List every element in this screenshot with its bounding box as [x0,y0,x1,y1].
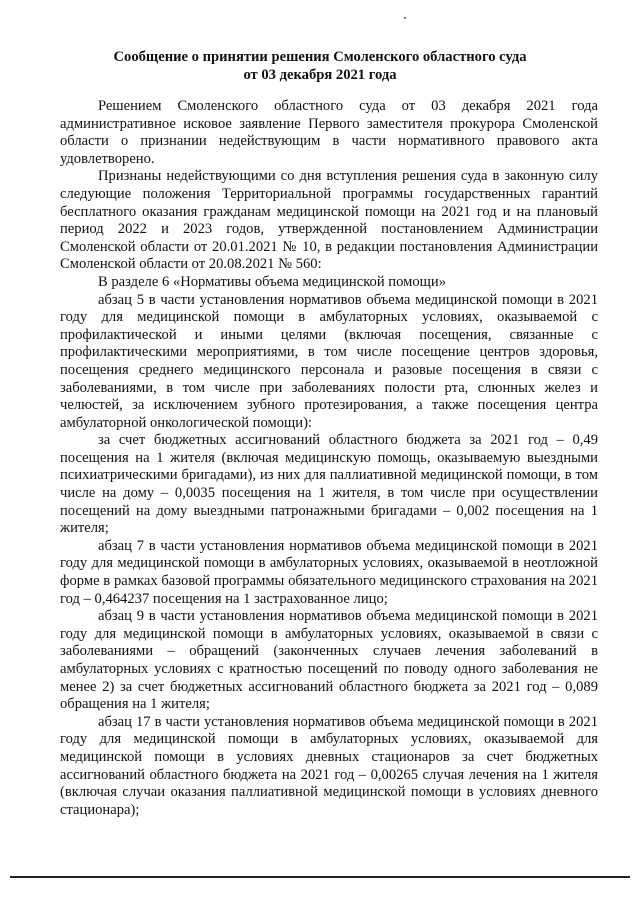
paragraph-invalidated: Признаны недействующими со дня вступления решения суда в законную силу следующие положения Территориальной программы государственных гарантий бесплатного оказания гражданам медицинской помощи на 2021 год и на плановый период 2022 и 2023 годов, утвержденной постановлением Администрации Смоленской области от 20.01.2021 № 10, в редакции постановления Администрации Смоленской области от 20.08.2021 № 560: [60,168,598,273]
title-line-1: Сообщение о принятии решения Смоленского областного суда [113,49,527,65]
paragraph-decision: Решением Смоленского областного суда от 03 декабря 2021 года административное исковое заявление Первого заместителя прокурора Смоленской области о признании недействующим в части нормативного правового акта удовлетворено. [60,98,598,167]
document-title [0,48,640,84]
paragraph-abzac-17: абзац 17 в части установления нормативов объема медицинской помощи в 2021 году для медицинской помощи в амбулаторных условиях, оказываемой для медицинской помощи в условиях дневных стационаров за счет бюджетных ассигнований областного бюджета на 2021 год – 0,00265 случая лечения на 1 жителя (включая случаи оказания паллиативной медицинской помощи в условиях дневного стационара); [60,713,598,818]
paragraph-abzac-9: абзац 9 в части установления нормативов объема медицинской помощи в 2021 году для медицинской помощи в амбулаторных условиях, оказываемой в связи с заболеваниями – обращений (законченных случаев лечения заболеваний в амбулаторных условиях с кратностью посещений по поводу одного заболевания не менее 2) за счет бюджетных ассигнований областного бюджета за 2021 год – 0,089 обращения на 1 жителя; [60,608,598,713]
paragraph-abzac-7: абзац 7 в части установления нормативов объема медицинской помощи в 2021 году для медицинской помощи в амбулаторных условиях, оказываемой в неотложной форме в рамках базовой программы обязательного медицинского страхования на 2021 год – 0,464237 посещения на 1 застрахованное лицо; [60,537,598,607]
paragraph-abzac-5: абзац 5 в части установления нормативов объема медицинской помощи в 2021 году для медицинской помощи в амбулаторных условиях, оказываемой с профилактической и иными целями (включая посещения, связанные с профилактическими мероприятиями, в том числе посещение центров здоровья, посещения среднего медицинского персонала и разовые посещения в связи с заболеваниями, в том числе при заболеваниях полости рта, слюнных желез и челюстей, за исключением зубного протезирования, а также посещения центра амбулаторной онкологической помощи): [60,291,598,431]
scan-speck [404,17,406,19]
paragraph-budget-0-49: за счет бюджетных ассигнований областного бюджета за 2021 год – 0,49 посещения на 1 жителя (включая медицинскую помощь, оказываемую выездными психиатрическими бригадами), из них для паллиативной медицинской помощи, в том числе на дому – 0,0035 посещения на 1 жителя, в том числе при осуществлении посещений на дому выездными патронажными бригадами – 0,002 посещения на 1 жителя; [60,432,598,537]
document-body [60,98,598,819]
title-line-2: от 03 декабря 2021 года [243,67,397,83]
paragraph-section-6: В разделе 6 «Нормативы объема медицинской помощи» [98,273,447,290]
footer-divider [10,876,630,878]
